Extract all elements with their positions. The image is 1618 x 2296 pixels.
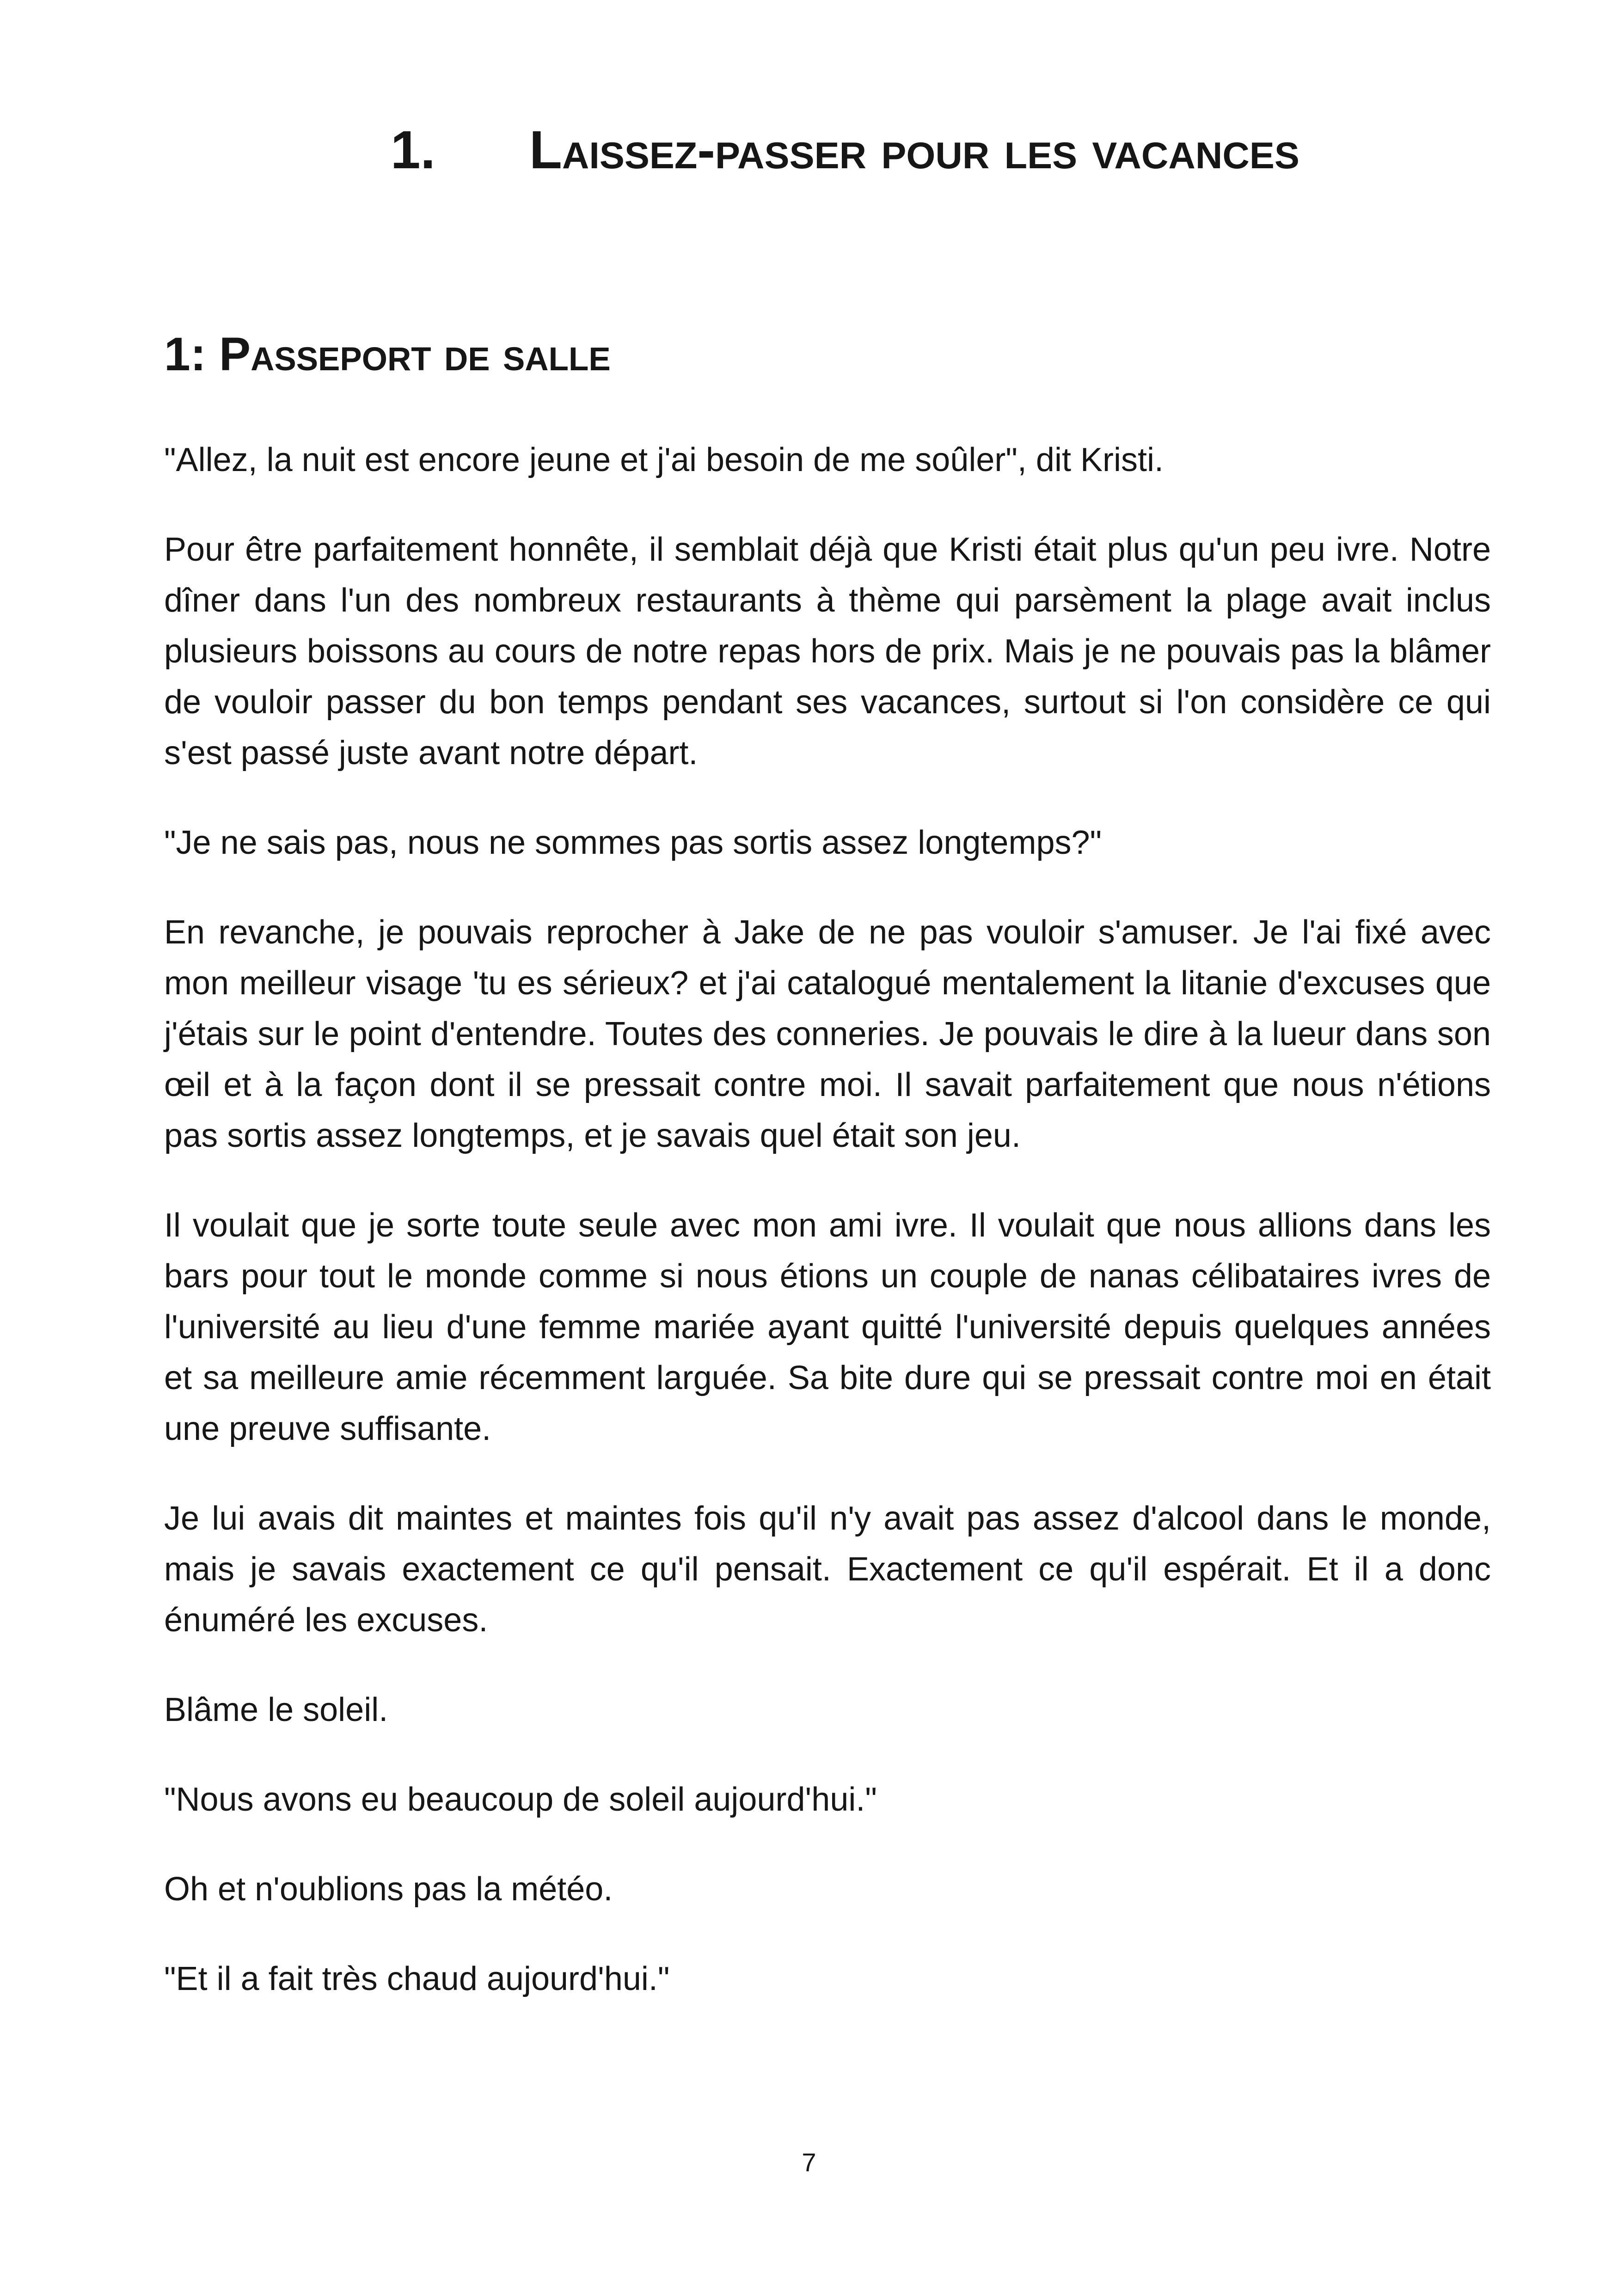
chapter-heading: [391, 118, 1299, 182]
body-text: [164, 435, 1491, 2043]
chapter-title: Laissez-passer pour les vacances: [529, 120, 1299, 180]
paragraph: Il voulait que je sorte toute seule avec mon ami ivre. Il voulait que nous allions dans les bars pour tout le monde comme si nous étions un couple de nanas célibataires ivres de l'université au lieu d'une femme mariée ayant quitté l'université depuis quelques années et sa meilleure amie récemment larguée. Sa bite dure qui se pressait contre moi en était une preuve suffisante.: [164, 1207, 1491, 1447]
paragraph: "Je ne sais pas, nous ne sommes pas sortis assez longtemps?": [164, 824, 1102, 861]
chapter-number: 1.: [391, 120, 435, 180]
paragraph: Blâme le soleil.: [164, 1691, 388, 1728]
paragraph: "Allez, la nuit est encore jeune et j'ai besoin de me soûler", dit Kristi.: [164, 441, 1164, 478]
paragraph: Je lui avais dit maintes et maintes fois qu'il n'y avait pas assez d'alcool dans le monde, mais je savais exactement ce qu'il pensait. Exactement ce qu'il espérait. Et il a donc énuméré les excuses.: [164, 1500, 1491, 1639]
paragraph: Oh et n'oublions pas la météo.: [164, 1871, 613, 1908]
paragraph: "Nous avons eu beaucoup de soleil aujourd'hui.": [164, 1781, 877, 1818]
paragraph: Pour être parfaitement honnête, il semblait déjà que Kristi était plus qu'un peu ivre. Notre dîner dans l'un des nombreux restaurants à thème qui parsèment la plage avait inclus plusieurs boissons au cours de notre repas hors de prix. Mais je ne pouvais pas la blâmer de vouloir passer du bon temps pendant ses vacances, surtout si l'on considère ce qui s'est passé juste avant notre départ.: [164, 531, 1491, 771]
section-heading: 1: Passeport de salle: [164, 328, 611, 380]
paragraph: En revanche, je pouvais reprocher à Jake de ne pas vouloir s'amuser. Je l'ai fixé avec mon meilleur visage 'tu es sérieux? et j'ai catalogué mentalement la litanie d'excuses que j'étais sur le point d'entendre. Toutes des conneries. Je pouvais le dire à la lueur dans son œil et à la façon dont il se pressait contre moi. Il savait parfaitement que nous n'étions pas sortis assez longtemps, et je savais quel était son jeu.: [164, 914, 1491, 1154]
page-number: 7: [802, 2148, 816, 2177]
paragraph: "Et il a fait très chaud aujourd'hui.": [164, 1960, 670, 1997]
